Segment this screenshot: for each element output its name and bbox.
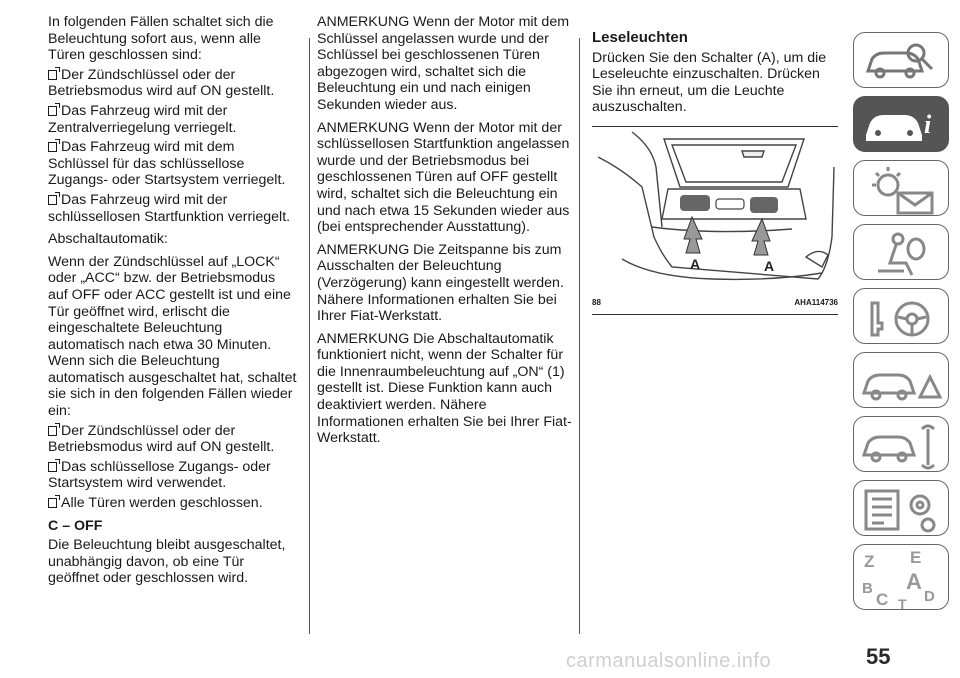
list-item: Das Fahrzeug wird mit der Zentralverriegelung verriegelt. (48, 102, 237, 136)
watermark: carmanualsonline.info (566, 650, 772, 672)
svg-text:T: T (898, 596, 907, 611)
svg-text:Z: Z (864, 552, 875, 571)
abschalt-label: Abschaltautomatik: (48, 231, 168, 248)
note-paragraph: ANMERKUNG Wenn der Motor mit der schlüssellosen Startfunktion angelassen wurde und der Betriebsmodus bei geschlossenen Türen auf OFF gestellt wird, schaltet sich die Beleuchtung ein und nach etwa 15 Sekunden wieder aus (bei entsprechender Ausstattung). (317, 119, 570, 236)
list-item: Alle Türen werden geschlossen. (48, 495, 298, 512)
svg-text:E: E (910, 548, 922, 567)
checkbox-bullet-icon (48, 426, 57, 436)
warning-light-envelope-icon (854, 161, 950, 217)
column-divider (309, 38, 310, 634)
reading-lamp-figure (592, 127, 838, 312)
alphabet-index-icon (854, 545, 950, 611)
arrow-icon (752, 219, 770, 255)
tab-index[interactable] (853, 544, 949, 610)
intro-paragraph: In folgenden Fällen schaltet sich die Beleuchtung sofort aus, wenn alle Türen geschlossen sind: (48, 14, 274, 64)
arrow-icon (684, 217, 702, 253)
section-heading: Leseleuchten (592, 29, 688, 46)
list-item: Der Zündschlüssel oder der Betriebsmodus wird auf ON gestellt. (48, 422, 275, 456)
section-paragraph: Drücken Sie den Schalter (A), um die Leseleuchte einzuschalten. Drücken Sie ihn erneut, um die Leuchte auszuschalten. (592, 49, 827, 116)
page-number: 55 (866, 644, 891, 669)
car-triangle-icon (854, 353, 950, 409)
svg-text:D: D (924, 588, 935, 605)
list-gear-icon (854, 481, 950, 537)
right-lamp-switch (750, 197, 778, 213)
label-a: A (764, 257, 775, 274)
car-magnifier-icon (854, 33, 950, 89)
svg-text:A: A (906, 569, 922, 594)
checkbox-bullet-icon (48, 70, 57, 80)
left-lamp-switch (680, 195, 710, 211)
list-item: Das Fahrzeug wird mit der schlüssellosen Startfunktion verriegelt. (48, 191, 291, 225)
car-wrench-icon (854, 417, 950, 473)
tab-car-magnifier[interactable] (853, 32, 949, 88)
svg-text:B: B (862, 580, 873, 597)
column-3 (592, 30, 842, 315)
figure-number: 88 (592, 298, 601, 308)
checkbox-bullet-icon (48, 106, 57, 116)
abschalt-paragraph: Wenn der Zündschlüssel auf „LOCK“ oder „ACC“ bzw. der Betriebsmodus auf OFF oder ACC gestellt ist und eine Tür geöffnet wird, erlischt die eingeschaltete Beleuchtung automatisch nach etwa 30 Minuten. Wenn sich die Beleuchtung automatisch ausgeschaltet hat, schaltet sie sich in den folgenden Fällen wieder ein: (48, 253, 297, 420)
figure-bottom-rule (592, 314, 838, 315)
key-steering-wheel-icon (854, 289, 950, 345)
c-off-heading: C – OFF (48, 517, 103, 534)
note-paragraph: ANMERKUNG Wenn der Motor mit dem Schlüssel angelassen wurde und der Schlüssel bei geschlossenen Türen abgezogen wird, schaltet sich die Beleuchtung ein und nach einigen Sekunden wieder aus. (317, 14, 570, 113)
tab-technical-data[interactable] (853, 480, 949, 536)
c-off-paragraph: Die Beleuchtung bleibt ausgeschaltet, unabhängig davon, ob eine Tür geöffnet oder geschlossen wird. (48, 537, 286, 587)
column-divider (579, 38, 580, 634)
svg-text:C: C (876, 590, 889, 609)
tab-emergency[interactable] (853, 352, 949, 408)
tab-warning-lights[interactable] (853, 160, 949, 216)
reading-lamp-illustration (592, 127, 838, 312)
checkbox-bullet-icon (48, 142, 57, 152)
svg-text:i: i (924, 110, 932, 139)
checkbox-bullet-icon (48, 195, 57, 205)
airbag-person-icon (854, 225, 950, 281)
list-item: Das schlüssellose Zugangs- oder Startsystem wird verwendet. (48, 458, 271, 492)
note-paragraph: ANMERKUNG Die Zeitspanne bis zum Ausschalten der Beleuchtung (Verzögerung) kann eingestellt werden. Nähere Informationen erhalten Sie bei Ihrer Fiat-Werkstatt. (317, 241, 564, 325)
checkbox-bullet-icon (48, 462, 57, 472)
label-a: A (690, 255, 701, 272)
checkbox-bullet-icon (48, 498, 57, 508)
tab-car-info[interactable] (853, 96, 949, 152)
column-1 (48, 14, 298, 593)
figure-code: AHA114736 (794, 298, 838, 308)
tab-safety[interactable] (853, 224, 949, 280)
tab-starting-driving[interactable] (853, 288, 949, 344)
car-info-icon (854, 97, 950, 153)
column-2 (317, 14, 572, 453)
list-item: Das Fahrzeug wird mit dem Schlüssel für das schlüssellose Zugangs- oder Startsystem verriegelt. (48, 139, 286, 189)
tab-maintenance[interactable] (853, 416, 949, 472)
note-paragraph: ANMERKUNG Die Abschaltautomatik funktioniert nicht, wenn der Schalter für die Innenraumbeleuchtung auf „ON“ (1) gestellt ist. Diese Funktion kann auch deaktiviert werden. Nähere Informationen erhalten Sie bei Ihrer Fiat-Werkstatt. (317, 330, 572, 447)
list-item: Der Zündschlüssel oder der Betriebsmodus wird auf ON gestellt. (48, 66, 275, 100)
